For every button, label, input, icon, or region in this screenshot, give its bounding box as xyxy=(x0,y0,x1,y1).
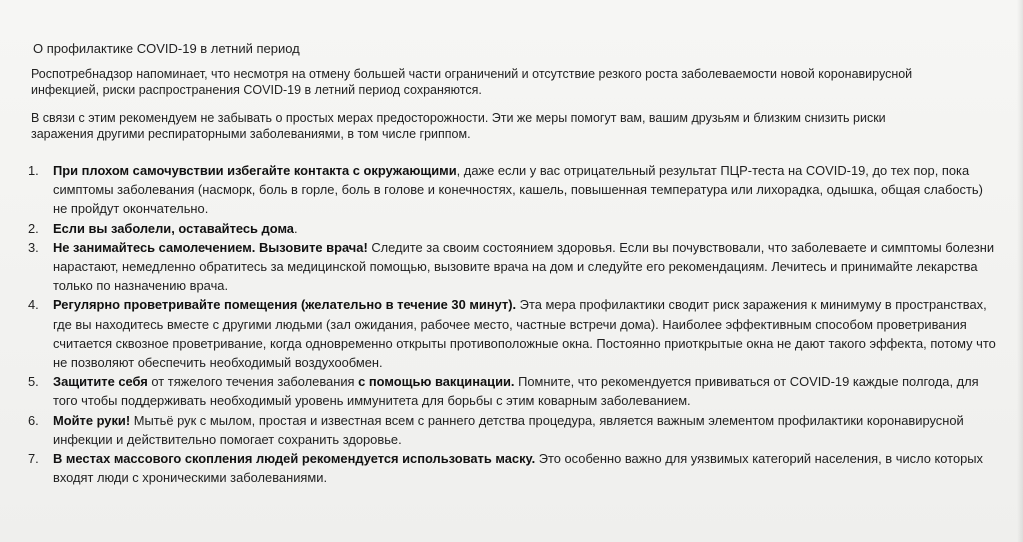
list-item xyxy=(24,295,999,372)
item-bold-text: Если вы заболели, оставайтесь дома xyxy=(53,220,294,236)
item-bold-text: При плохом самочувствии избегайте контакта с окружающими xyxy=(53,163,457,178)
item-number: 3. xyxy=(28,239,39,255)
list-item xyxy=(24,161,999,219)
item-text: Мытьё рук с мылом, простая и известная всем с раннего детства процедура, является важным элементом профилактики коронавирусной инфекции и действительно помогает сохранить здоровье. xyxy=(53,412,964,447)
list-item xyxy=(24,372,999,410)
item-bold-text: Мойте руки! xyxy=(53,412,131,428)
item-bold-text-2: с помощью вакцинации. xyxy=(358,374,515,390)
list-item xyxy=(24,411,999,449)
item-bold-text: Защитите себя xyxy=(53,374,148,390)
page-edge-shadow xyxy=(1017,0,1023,542)
item-text: . xyxy=(293,220,298,236)
item-number: 6. xyxy=(28,412,39,428)
item-bold-text: В местах массового скопления людей рекомендуется использовать маску. xyxy=(53,451,536,467)
item-text: , даже если у вас отрицательный результат ПЦР-теста на COVID-19, до тех пор, пока симптомы заболевания (насморк, боль в горле, боль в голове и конечностях, кашель, повышенная температура или лихорадка, одышка, общая слабость) не пройдут окончательно. xyxy=(53,163,983,217)
item-number: 4. xyxy=(28,297,39,313)
recommendations-list xyxy=(24,161,999,487)
list-item xyxy=(24,449,999,487)
item-number: 1. xyxy=(28,163,39,178)
item-text: Это особенно важно для уязвимых категорий населения, в число которых входят люди с хроническими заболеваниями. xyxy=(53,451,983,486)
intro-paragraph-1: Роспотребнадзор напоминает, что несмотря на отмену большей части ограничений и отсутствие резкого роста заболеваемости новой коронавирусной инфекцией, риски распространения COVID-19 в летний период сохраняются. xyxy=(31,67,913,97)
list-item xyxy=(24,219,999,238)
item-bold-text: Не занимайтесь самолечением. Вызовите врача! xyxy=(53,239,368,255)
item-bold-text: Регулярно проветривайте помещения (желательно в течение 30 минут). xyxy=(53,297,517,313)
document-title: О профилактике COVID-19 в летний период xyxy=(33,41,300,56)
item-text: Эта мера профилактики сводит риск заражения к минимуму в пространствах, где вы находитесь вместе с другими людьми (зал ожидания, рабочее место, частные встречи дома). Наиболее эффективным способом проветривания считается сквозное проветривание, когда одновременно открыты противоположные окна. Постоянно приоткрытые окна не дают такого эффекта, потому что не позволяют обеспечить необходимый воздухообмен. xyxy=(53,297,996,371)
item-text-2: Помните, что рекомендуется прививаться от COVID-19 каждые полгода, для того чтобы поддерживать необходимый уровень иммунитета для борьбы с этим коварным заболеванием. xyxy=(53,374,979,409)
intro-paragraph-2: В связи с этим рекомендуем не забывать о простых мерах предосторожности. Эти же меры помогут вам, вашим друзьям и близким снизить риски заражения другими респираторными заболеваниями, в том числе гриппом. xyxy=(31,111,886,141)
item-number: 7. xyxy=(28,451,39,467)
item-text: Следите за своим состоянием здоровья. Если вы почувствовали, что заболеваете и симптомы болезни нарастают, немедленно обратитесь за медицинской помощью, вызовите врача на дом и следуйте его рекомендациям. Лечитесь и принимайте лекарства только по назначению врача. xyxy=(53,239,995,294)
item-number: 2. xyxy=(28,220,39,236)
list-item xyxy=(24,238,999,296)
item-text: от тяжелого течения заболевания xyxy=(147,374,359,390)
item-number: 5. xyxy=(28,374,39,390)
